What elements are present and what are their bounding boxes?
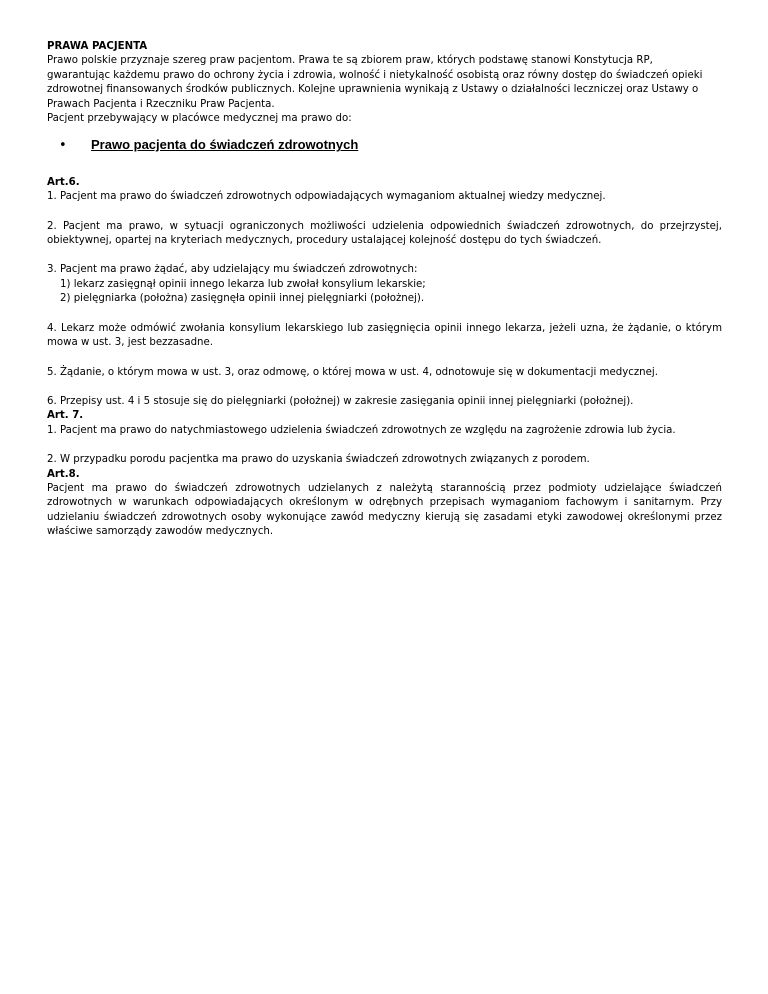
intro-line: zdrowotnej finansowanych środków publicznych. Kolejne uprawnienia wynikają z Ustawy o działalności leczniczej oraz Ustawy o [47, 84, 699, 96]
paragraph-with-list [47, 263, 722, 306]
document-page [47, 40, 722, 540]
intro-line: gwarantując każdemu prawo do ochrony życia i zdrowia, wolność i nietykalność osobistą oraz równy dostęp do świadczeń opieki [47, 69, 703, 81]
document-title: PRAWA PACJENTA [47, 41, 148, 52]
article-6 [47, 176, 722, 409]
paragraph: 1. Pacjent ma prawo do świadczeń zdrowotnych odpowiadających wymaganiom aktualnej wiedzy medycznej. [47, 191, 606, 203]
list-item: 2) pielęgniarka (położna) zasięgnęła opinii innej pielęgniarki (położnej). [60, 293, 425, 305]
paragraph: 5. Żądanie, o którym mowa w ust. 3, oraz odmowę, o której mowa w ust. 4, odnotowuje się w dokumentacji medycznej. [47, 366, 658, 378]
article-8 [47, 468, 722, 540]
intro-line: Pacjent przebywający w placówce medycznej ma prawo do: [47, 113, 352, 125]
intro-section [47, 40, 722, 126]
article-7 [47, 409, 722, 467]
article-title: Art.8. [47, 468, 80, 480]
paragraph: 4. Lekarz może odmówić zwołania konsylium lekarskiego lub zasięgnięcia opinii innego lekarza, jeżeli uzna, że żądanie, o którym mowa w ust. 3, jest bezzasadne. [47, 322, 722, 349]
section-heading-text: Prawo pacjenta do świadczeń zdrowotnych [91, 137, 359, 153]
list-item: 1) lekarz zasięgnął opinii innego lekarza lub zwołał konsylium lekarskie; [60, 278, 426, 290]
intro-line: Prawach Pacjenta i Rzeczniku Praw Pacjenta. [47, 98, 275, 110]
section-heading [47, 138, 722, 153]
paragraph: Pacjent ma prawo do świadczeń zdrowotnych udzielanych z należytą starannością przez podmioty udzielające świadczeń zdrowotnych w warunkach odpowiadających określonym w odrębnych przepisach wymaganiom fachowym i sanitarnym. Przy udzielaniu świadczeń zdrowotnych osoby wykonujące zawód medyczny kierują się zasadami etyki zawodowej określonymi przez właściwe samorządy zawodów medycznych. [47, 482, 722, 538]
article-title: Art.6. [47, 176, 80, 188]
paragraph: 6. Przepisy ust. 4 i 5 stosuje się do pielęgniarki (położnej) w zakresie zasięgania opinii innej pielęgniarki (położnej). [47, 395, 634, 407]
paragraph: 1. Pacjent ma prawo do natychmiastowego udzielenia świadczeń zdrowotnych ze względu na zagrożenie zdrowia lub życia. [47, 424, 676, 436]
intro-line: Prawo polskie przyznaje szereg praw pacjentom. Prawa te są zbiorem praw, których podstawę stanowi Konstytucja RP, [47, 55, 653, 67]
bullet-icon: • [59, 138, 67, 154]
article-title: Art. 7. [47, 410, 84, 422]
paragraph: 2. W przypadku porodu pacjentka ma prawo do uzyskania świadczeń zdrowotnych związanych z porodem. [47, 454, 590, 466]
paragraph-intro: 3. Pacjent ma prawo żądać, aby udzielający mu świadczeń zdrowotnych: [47, 264, 418, 276]
paragraph: 2. Pacjent ma prawo, w sytuacji ograniczonych możliwości udzielenia odpowiednich świadczeń zdrowotnych, do przejrzystej, obiektywnej, opartej na kryteriach medycznych, procedury ustalającej kolejność dostępu do tych świadczeń. [47, 220, 722, 247]
